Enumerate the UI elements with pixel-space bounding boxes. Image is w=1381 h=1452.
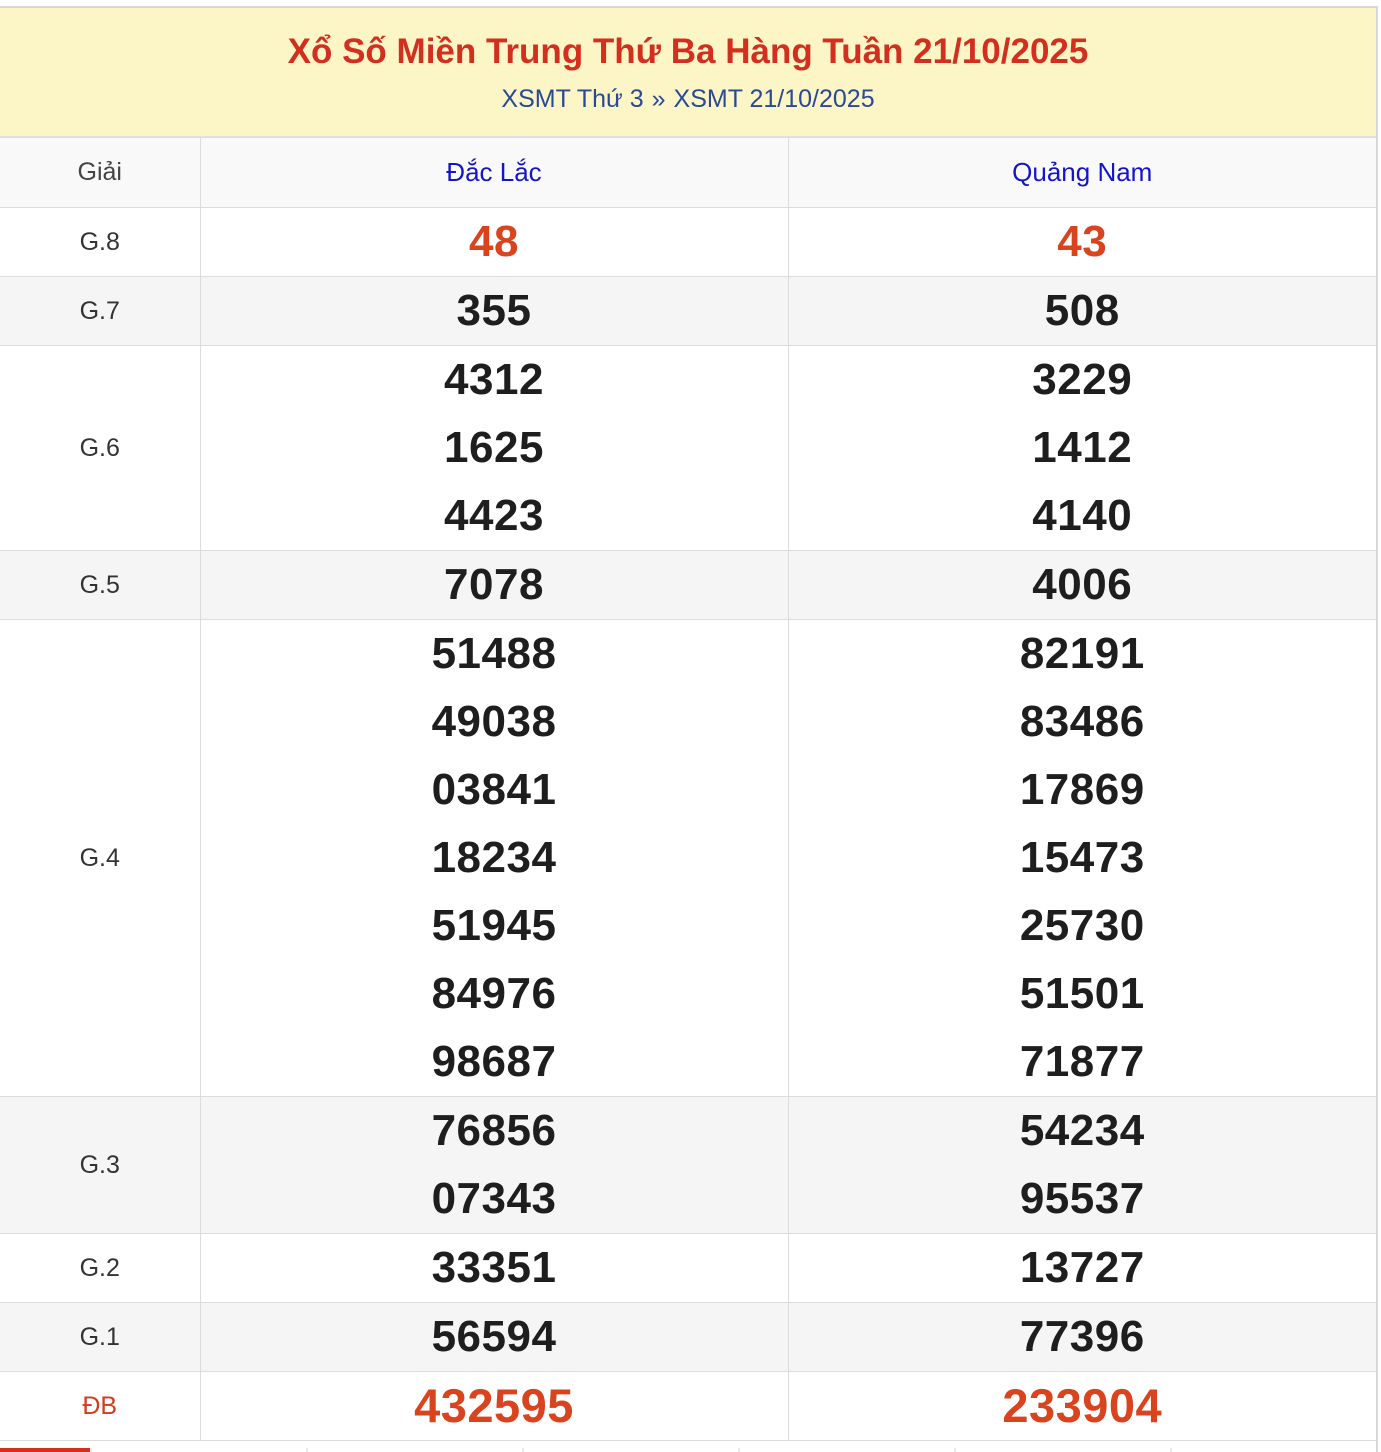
result-number: 4423 [444,491,544,540]
table-row [0,620,1376,1097]
result-number: 82191 [1019,629,1145,678]
result-cell-dac-lac [200,208,788,277]
breadcrumb [0,84,1376,114]
result-cell-quang-nam [788,551,1376,620]
result-number: 3229 [1032,355,1133,404]
result-number: 7078 [444,560,544,609]
result-number: 1625 [444,423,544,472]
result-header [0,8,1376,137]
results-body [0,208,1376,1441]
breadcrumb-separator: » [651,85,666,113]
prize-label: G.2 [0,1234,200,1303]
table-row [0,1234,1376,1303]
result-number: 84976 [431,969,557,1018]
results-table [0,137,1376,1441]
result-number: 95537 [1019,1174,1145,1223]
table-row [0,551,1376,620]
result-number: 33351 [431,1243,557,1292]
result-cell-quang-nam [788,346,1376,551]
result-number: 56594 [431,1312,557,1361]
table-header-row [0,138,1376,208]
result-cell-dac-lac [200,1372,788,1441]
result-cell-dac-lac [200,277,788,346]
prize-column-header: Giải [0,138,200,208]
result-number: 17869 [1019,765,1145,814]
result-number: 43 [1057,217,1108,266]
prize-label: G.3 [0,1097,200,1234]
result-number: 13727 [1019,1243,1145,1292]
bottom-tab-indicator [0,1448,90,1452]
result-number: 233904 [1002,1379,1163,1432]
result-cell-quang-nam [788,1303,1376,1372]
table-row [0,1303,1376,1372]
result-number: 432595 [414,1379,574,1432]
result-cell-dac-lac [200,346,788,551]
table-row [0,346,1376,551]
result-cell-dac-lac [200,1097,788,1234]
result-number: 51945 [431,901,557,950]
result-number: 51501 [1019,969,1145,1018]
prize-label: G.7 [0,277,200,346]
result-number: 03841 [431,765,557,814]
result-number: 07343 [431,1174,557,1223]
prize-label: G.8 [0,208,200,277]
result-number: 54234 [1019,1106,1145,1155]
lottery-result-panel [0,6,1378,1452]
result-number: 4006 [1032,560,1133,609]
result-number: 83486 [1019,697,1145,746]
prize-label: G.4 [0,620,200,1097]
result-number: 15473 [1019,833,1145,882]
prize-label: G.1 [0,1303,200,1372]
page-title: Xổ Số Miền Trung Thứ Ba Hàng Tuần 21/10/2025 [287,32,1089,71]
prize-label: G.5 [0,551,200,620]
result-number: 355 [456,286,532,335]
result-cell-dac-lac [200,551,788,620]
result-cell-quang-nam [788,620,1376,1097]
result-number: 18234 [431,833,557,882]
result-cell-quang-nam [788,208,1376,277]
result-number: 71877 [1019,1037,1145,1086]
bottom-divider [90,1448,1378,1452]
result-cell-dac-lac [200,1303,788,1372]
prize-label: G.6 [0,346,200,551]
result-number: 1412 [1032,423,1133,472]
result-number: 48 [469,217,519,266]
table-row [0,1097,1376,1234]
result-cell-dac-lac [200,1234,788,1303]
result-cell-quang-nam [788,1372,1376,1441]
table-row [0,277,1376,346]
result-cell-quang-nam [788,277,1376,346]
province-header-quang-nam[interactable]: Quảng Nam [788,138,1376,208]
breadcrumb-link-weekday[interactable]: XSMT Thứ 3 [501,85,644,113]
result-number: 508 [1044,286,1120,335]
result-number: 25730 [1019,901,1145,950]
result-number: 49038 [431,697,557,746]
breadcrumb-link-date[interactable]: XSMT 21/10/2025 [673,85,875,113]
result-number: 77396 [1019,1312,1145,1361]
prize-label: ĐB [0,1372,200,1441]
result-cell-quang-nam [788,1097,1376,1234]
table-row [0,208,1376,277]
result-number: 76856 [431,1106,557,1155]
result-number: 4140 [1032,491,1133,540]
result-cell-dac-lac [200,620,788,1097]
result-number: 98687 [431,1037,557,1086]
result-number: 4312 [444,355,544,404]
result-number: 51488 [431,629,557,678]
province-header-dac-lac[interactable]: Đắc Lắc [200,138,788,208]
table-row [0,1372,1376,1441]
result-cell-quang-nam [788,1234,1376,1303]
